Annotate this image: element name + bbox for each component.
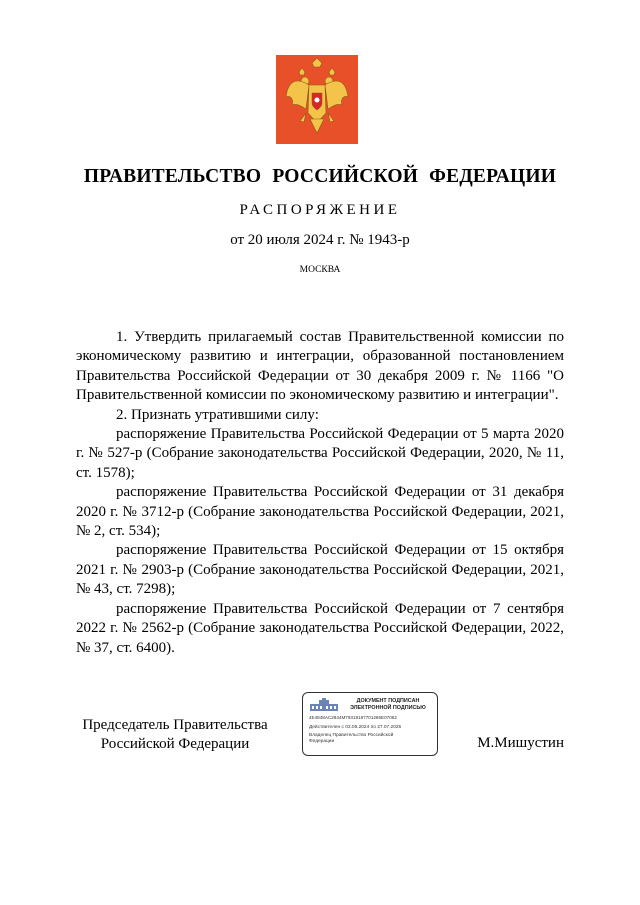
double-headed-eagle-icon <box>276 55 358 144</box>
paragraph: 1. Утвердить прилагаемый состав Правительственной комиссии по экономическому развитию и интеграции, образованной постановлением Правительства Российской Федерации от 30 декабря 2009 г. № 1166 "О Правительственной комиссии по экономическому развитию и интеграции". <box>76 329 564 404</box>
coat-of-arms-emblem <box>276 55 358 144</box>
electronic-signature-stamp <box>302 692 438 756</box>
paragraph: распоряжение Правительства Российской Федерации от 5 марта 2020 г. № 527-р (Собрание законодательства Российской Федерации, 2020, № 11, ст. 1578); <box>76 426 564 481</box>
signatory-position-line: Председатель Правительства <box>82 717 268 733</box>
stamp-header: ДОКУМЕНТ ПОДПИСАН ЭЛЕКТРОННОЙ ПОДПИСЬЮ <box>350 698 426 711</box>
document-date-number: от 20 июля 2024 г. № 1943-р <box>230 232 410 248</box>
document-title: ПРАВИТЕЛЬСТВО РОССИЙСКОЙ ФЕДЕРАЦИИ <box>83 166 557 187</box>
document-body <box>76 328 564 658</box>
paragraph: распоряжение Правительства Российской Федерации от 31 декабря 2020 г. № 3712-р (Собрание законодательства Российской Федерации, 2021, № 2, ст. 534); <box>76 484 564 540</box>
stamp-validity: Действителен с 03.05.2024 по 27.07.2025 <box>309 725 402 730</box>
stamp-certificate-number: 4E4848AC2844M79319187701286E07062 <box>309 715 397 720</box>
paragraph: распоряжение Правительства Российской Федерации от 15 октября 2021 г. № 2903-р (Собрание законодательства Российской Федерации, 2021, № 43, ст. 7298); <box>76 542 564 598</box>
signatory-position <box>70 716 280 755</box>
document-type: РАСПОРЯЖЕНИЕ <box>239 202 401 218</box>
signatory-name: М.Мишустин <box>477 735 564 751</box>
document-city: МОСКВА <box>299 265 341 275</box>
paragraph: 2. Признать утратившими силу: <box>116 406 319 423</box>
stamp-owner: Владелец Правительство Российской Федерации <box>309 733 394 745</box>
government-building-icon <box>309 698 339 712</box>
signatory-position-line: Российской Федерации <box>100 736 250 753</box>
paragraph: распоряжение Правительства Российской Федерации от 7 сентября 2022 г. № 2562-р (Собрание законодательства Российской Федерации, 2022, № 37, ст. 6400). <box>76 600 564 656</box>
